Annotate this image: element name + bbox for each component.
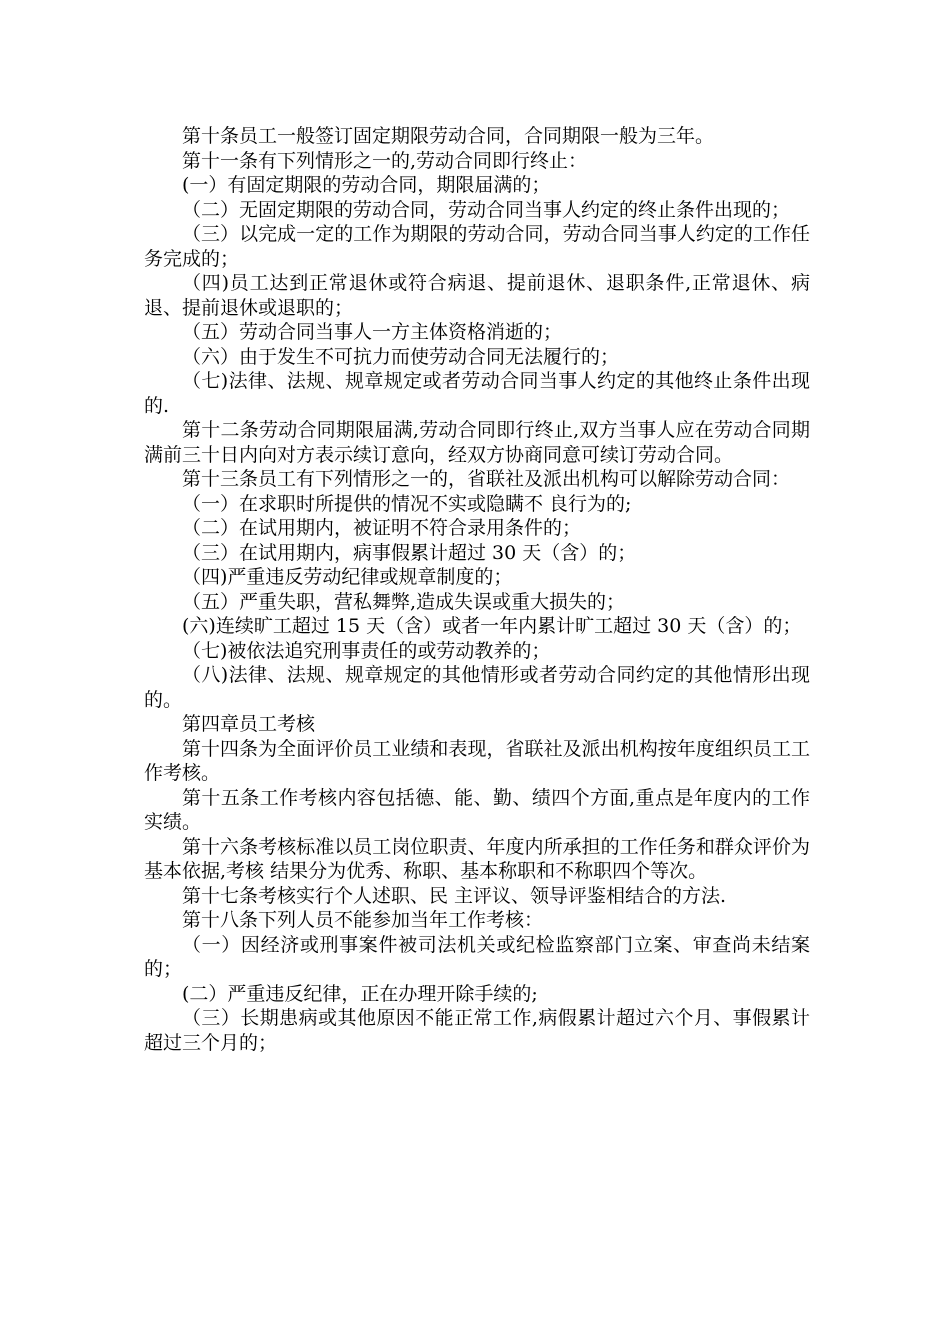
paragraph-article-15: 第十五条工作考核内容包括德、能、勤、绩四个方面,重点是年度内的工作实绩。 [144, 786, 810, 833]
list-item: (六)连续旷工超过 15 天（含）或者一年内累计旷工超过 30 天（含）的； [182, 615, 802, 637]
list-item: （一）因经济或刑事案件被司法机关或纪检监察部门立案、审查尚未结案的； [144, 933, 810, 980]
list-item: (二）严重违反纪律，正在办理开除手续的; [182, 982, 538, 1005]
list-item: （四)员工达到正常退休或符合病退、提前退休、退职条件,正常退休、病退、提前退休或退职的； [144, 272, 810, 319]
list-item: （二）无固定期限的劳动合同，劳动合同当事人约定的终止条件出现的； [182, 198, 791, 221]
list-item: （四)严重违反劳动纪律或规章制度的； [182, 566, 513, 588]
list-item: (一）有固定期限的劳动合同，期限届满的； [182, 174, 551, 196]
list-item: （五）严重失职，营私舞弊,造成失误或重大损失的； [182, 590, 626, 613]
list-item: （三）以完成一定的工作为期限的劳动合同，劳动合同当事人约定的工作任务完成的； [144, 223, 810, 270]
paragraph-article-17: 第十七条考核实行个人述职、民 主评议、领导评鉴相结合的方法. [182, 884, 727, 907]
paragraph-article-13: 第十三条员工有下列情形之一的，省联社及派出机构可以解除劳动合同： [182, 468, 791, 490]
paragraph-article-11: 第十一条有下列情形之一的,劳动合同即行终止： [182, 149, 588, 172]
paragraph-article-14: 第十四条为全面评价员工业绩和表现，省联社及派出机构按年度组织员工工作考核。 [144, 737, 810, 784]
list-item: （五）劳动合同当事人一方主体资格消逝的； [182, 321, 563, 343]
list-item: （七)被依法追究刑事责任的或劳动教养的； [182, 639, 551, 662]
list-item: （三）长期患病或其他原因不能正常工作,病假累计超过六个月、事假累计超过三个月的； [144, 1007, 810, 1054]
list-item: （八)法律、法规、规章规定的其他情形或者劳动合同约定的其他情形出现的。 [144, 664, 810, 711]
list-item: （二）在试用期内，被证明不符合录用条件的； [182, 517, 582, 539]
list-item: （三）在试用期内，病事假累计超过 30 天（含）的； [182, 541, 637, 564]
paragraph-article-12: 第十二条劳动合同期限届满,劳动合同即行终止,双方当事人应在劳动合同期满前三十日内向对方表示续订意向，经双方协商同意可续订劳动合同。 [144, 419, 810, 466]
list-item: （七)法律、法规、规章规定或者劳动合同当事人约定的其他终止条件出现的. [144, 370, 810, 417]
document-body [144, 124, 810, 1055]
chapter-heading: 第四章员工考核 [182, 713, 316, 735]
list-item: （一）在求职时所提供的情况不实或隐瞒不 良行为的; [182, 492, 632, 515]
paragraph-article-18: 第十八条下列人员不能参加当年工作考核： [182, 909, 544, 931]
list-item: （六）由于发生不可抗力而使劳动合同无法履行的； [182, 345, 620, 368]
paragraph-article-10: 第十条员工一般签订固定期限劳动合同，合同期限一般为三年。 [182, 125, 715, 147]
paragraph-article-16: 第十六条考核标准以员工岗位职责、年度内所承担的工作任务和群众评价为基本依据,考核 结果分为优秀、称职、基本称职和不称职四个等次。 [144, 835, 810, 882]
